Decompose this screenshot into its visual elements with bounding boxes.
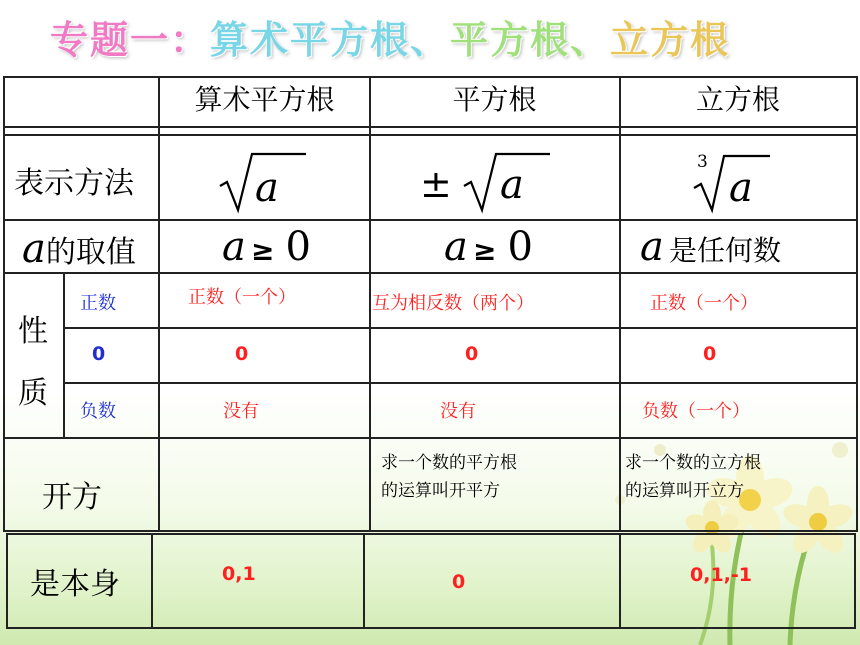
- range-label-text: 的取值: [45, 235, 136, 270]
- range-square-var: a: [444, 224, 468, 270]
- property-label-char2: 质: [18, 376, 48, 411]
- range-arith: [222, 224, 311, 270]
- operation-cube-line2: 的运算叫开立方: [625, 481, 744, 501]
- title-part-4: 立方根: [610, 18, 731, 62]
- negative-square: 没有: [440, 401, 476, 422]
- header-arithmetic-root: 算术平方根: [194, 83, 335, 116]
- range-square-sign: ≥: [472, 234, 497, 267]
- notation-arith-var: a: [255, 165, 279, 211]
- flower-decoration: [560, 410, 860, 645]
- range-arith-sign: ≥: [250, 234, 275, 267]
- range-label: [22, 226, 136, 272]
- range-label-var: a: [22, 226, 46, 272]
- zero-arith: 0: [235, 343, 249, 365]
- range-square-zero: 0: [507, 224, 533, 270]
- positive-square: 互为相反数（两个）: [372, 293, 534, 314]
- operation-square-line2: 的运算叫开平方: [381, 481, 500, 501]
- title-part-1: 专题一：: [50, 18, 211, 62]
- plus-minus-sign: ±: [420, 162, 452, 206]
- self-arith: 0,1: [222, 563, 256, 585]
- range-square: [444, 224, 533, 270]
- self-cube: 0,1,-1: [690, 564, 752, 586]
- notation-cube-var: a: [729, 165, 753, 211]
- positive-cube: 正数（一个）: [650, 293, 758, 314]
- negative-cube: 负数（一个）: [642, 401, 750, 422]
- zero-square: 0: [465, 343, 479, 365]
- header-square-root: 平方根: [452, 83, 537, 116]
- self-square: 0: [452, 571, 466, 593]
- range-cube-text: 是任何数: [668, 234, 781, 267]
- range-cube: [640, 224, 781, 270]
- negative-arith: 没有: [223, 401, 259, 422]
- zero-label: 0: [92, 343, 106, 365]
- property-label-char1: 性: [18, 314, 48, 349]
- positive-label: 正数: [80, 293, 116, 314]
- range-arith-zero: 0: [285, 224, 311, 270]
- range-arith-var: a: [222, 224, 246, 270]
- title-part-3: 平方根、: [450, 18, 611, 62]
- cube-index: 3: [697, 152, 708, 172]
- operation-label: 开方: [42, 480, 102, 515]
- operation-cube-line1: 求一个数的立方根: [625, 453, 761, 473]
- range-cube-var: a: [640, 224, 664, 270]
- page-title: [50, 10, 810, 70]
- header-cube-root: 立方根: [695, 83, 780, 116]
- zero-cube: 0: [703, 343, 717, 365]
- title-part-2: 算术平方根、: [210, 18, 451, 62]
- operation-square-line1: 求一个数的平方根: [381, 453, 517, 473]
- positive-arith: 正数（一个）: [188, 287, 296, 308]
- notation-square-var: a: [500, 162, 524, 208]
- negative-label: 负数: [80, 401, 116, 422]
- notation-label: 表示方法: [14, 166, 134, 201]
- self-label: 是本身: [30, 567, 120, 602]
